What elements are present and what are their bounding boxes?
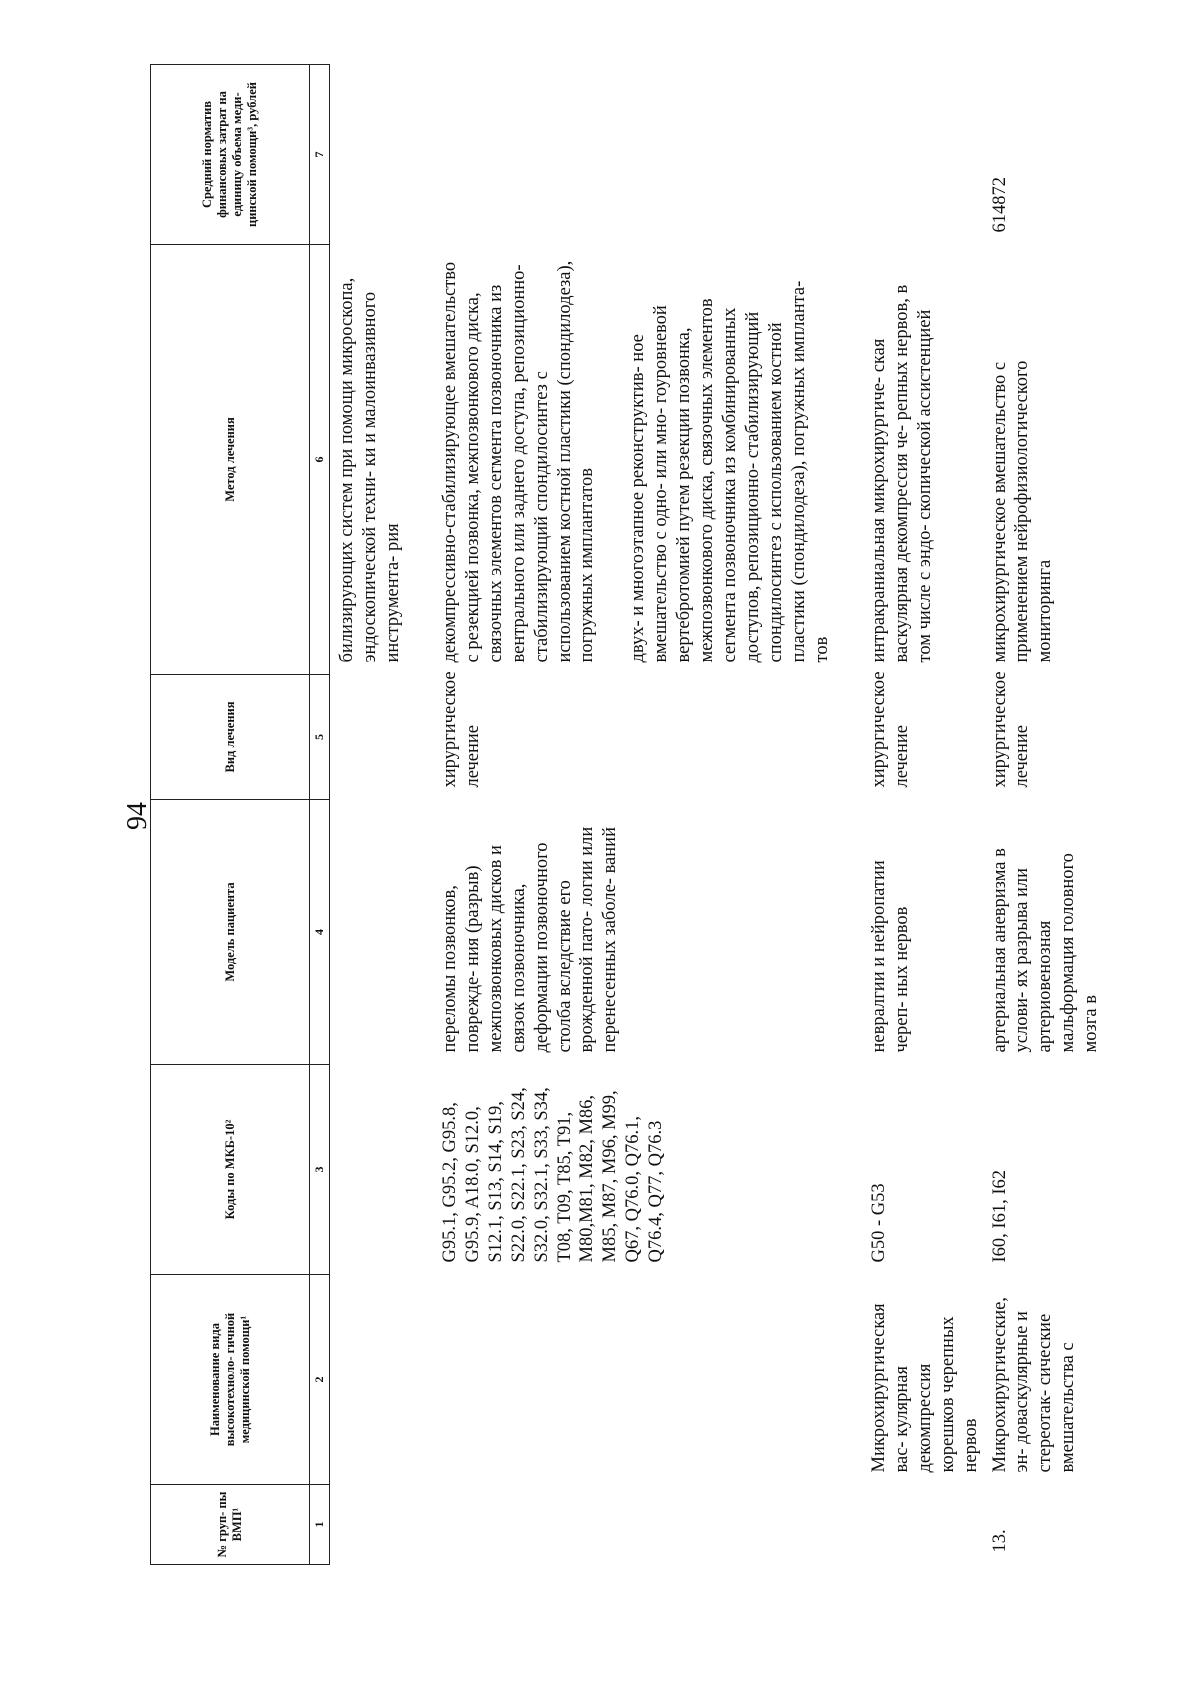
- treatment-method-text: интракраниальная микрохирургиче- ская васкулярная декомпрессия че- репных нервов, в том числе с эндо- скопической ассистенцией: [868, 284, 935, 663]
- treatment-type-cell: [330, 675, 433, 800]
- icd-codes-cell: G95.1, G95.2, G95.8, G95.9, A18.0, S12.0, S12.1, S13, S14, S19, S22.0, S22.1, S23, S24, S32.0, S32.1, S33, S34, T08, T09, T85, T91, M80,M81, M82, M86, M85, M87, M96, M99, Q67, Q76.0, Q76.1, Q76.4, Q77, Q76.3: [439, 1087, 667, 1263]
- table-row: [330, 65, 433, 1565]
- column-number: 7: [310, 65, 330, 245]
- group-number-cell: [862, 1485, 983, 1565]
- icd-codes-cell: I60, I61, I62: [989, 1170, 1010, 1263]
- treatment-method-text: декомпрессивно-стабилизирующее вмешательство с резекцией позвонка, межпозвонкового диска, связочных элементов сегмента позвоночника из вентрального или заднего доступа, репозиционно-стабилизирующий спондилосинтез с использованием костной пластики (спондилодеза), погружных имплантатов: [439, 260, 598, 663]
- table-row: [862, 65, 983, 1565]
- treatment-method-cell: [862, 245, 983, 675]
- treatment-type-cell: хирургическое лечение: [439, 671, 483, 788]
- column-number: 6: [310, 245, 330, 675]
- header-average-cost: Средний норматив финансовых затрат на единицу объема меди- цинской помощи³, рублей: [151, 65, 310, 245]
- column-number: 1: [310, 1485, 330, 1565]
- vmp-name-cell: Микрохирургические, эн- доваскулярные и стереотак- сические вмешательства с: [989, 1297, 1079, 1473]
- treatment-method-text: микрохирургическое вмешательство с применением нейрофизиологического мониторинга: [989, 360, 1056, 663]
- group-number-cell: [330, 1485, 433, 1565]
- header-treatment-type: Вид лечения: [151, 675, 310, 800]
- patient-model-cell: артериальная аневризма в услови- ях разрыва или артериовенозная мальформация головного мозга в: [989, 848, 1102, 1053]
- column-number-row: [310, 65, 330, 1565]
- page-number: 94: [122, 802, 153, 830]
- header-row: [151, 65, 310, 1565]
- group-number-cell: 13.: [989, 1529, 1010, 1553]
- table-row: [433, 65, 862, 1565]
- treatment-type-cell: хирургическое лечение: [868, 671, 912, 788]
- patient-model-cell: невралгии и нейропатии череп- ных нервов: [868, 860, 912, 1053]
- treatment-method-cell: [433, 245, 862, 675]
- treatment-type-cell: хирургическое лечение: [989, 671, 1033, 788]
- group-number-cell: [433, 1485, 862, 1565]
- treatment-method-text: двух- и многоэтапное реконструктив- ное вмешательство с одно- или мно- гоуровневой вертебротомией путем резекции позвонка, межпозвонкового диска, связочных элементов сегмента позвоночника из комбинированных доступов, репозиционно- стабилизирующий спондилосинтез с использованием костной пластики (спондилодеза), погружных импланта- тов: [628, 280, 832, 663]
- icd-codes-cell: G50 - G53: [868, 1183, 889, 1263]
- column-number: 3: [310, 1065, 330, 1275]
- column-number: 2: [310, 1275, 330, 1485]
- patient-model-cell: [330, 800, 433, 1065]
- header-patient-model: Модель пациента: [151, 800, 310, 1065]
- header-vmp-name: Наименование вида высокотехноло- гичной медицинской помощи¹: [151, 1275, 310, 1485]
- header-treatment-method: Метод лечения: [151, 245, 310, 675]
- header-group-number: № груп- пы ВМП¹: [151, 1485, 310, 1565]
- icd-codes-cell: [330, 1065, 433, 1275]
- header-icd-codes: Коды по МКБ-10²: [151, 1065, 310, 1275]
- treatment-method-cell: [330, 245, 433, 675]
- average-cost-cell: 614872: [989, 177, 1010, 233]
- column-number: 5: [310, 675, 330, 800]
- vmp-table: [150, 64, 1103, 1565]
- average-cost-cell: [433, 65, 862, 245]
- treatment-method-text: билизирующих систем при помощи микроскопа, эндоскопической техни- ки и малоинвазивного инструмента- рия: [337, 277, 403, 663]
- vmp-name-cell: Микрохирургическая вас- кулярная декомпрессия корешков черепных нервов: [868, 1303, 981, 1473]
- column-number: 4: [310, 800, 330, 1065]
- rotated-table-wrapper: [150, 65, 1110, 1565]
- average-cost-cell: [330, 65, 433, 245]
- treatment-method-cell: [983, 245, 1104, 675]
- patient-model-cell: переломы позвонков, поврежде- ния (разрыв) межпозвонковых дисков и связок позвоночника, деформации позвоночного столба вследствие его врожденной пато- логии или перенесенных заболе- ваний: [439, 826, 621, 1053]
- table-row: [983, 65, 1104, 1565]
- average-cost-cell: [862, 65, 983, 245]
- vmp-name-cell: [433, 1275, 862, 1485]
- vmp-name-cell: [330, 1275, 433, 1485]
